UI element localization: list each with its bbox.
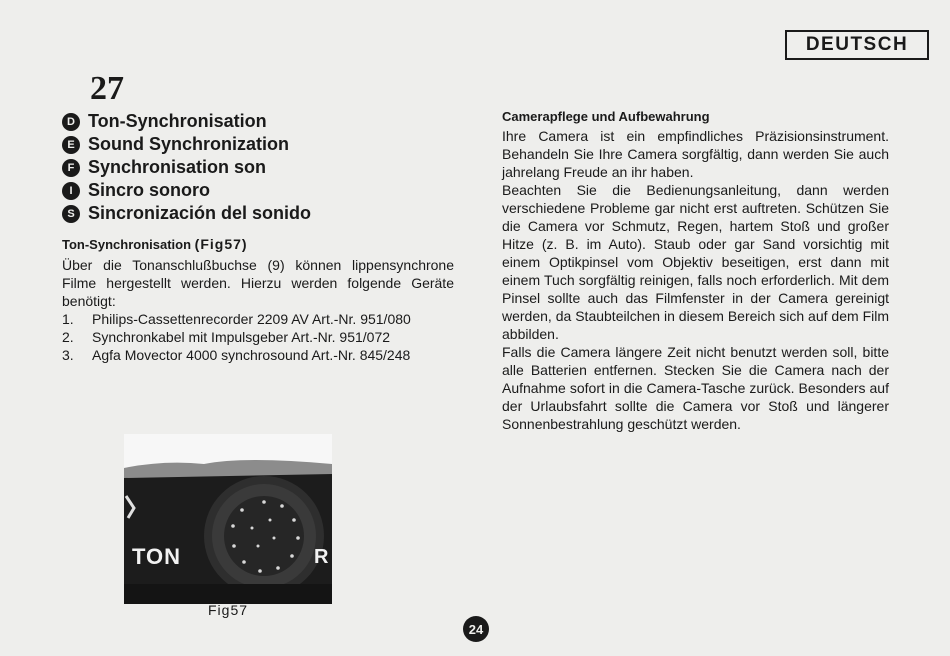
language-badge-i: I [62,182,80,200]
list-item-number: 2. [62,329,74,345]
equipment-list [62,310,454,364]
page-number: 27 [90,70,124,107]
list-item-number: 1. [62,311,74,327]
list-item [62,346,454,364]
figure-label-ton: TON [132,544,182,569]
title-text-it: Sincro sonoro [88,180,211,200]
title-row-es [62,202,311,225]
list-item-text: Philips-Cassettenrecorder 2209 AV Art.-Nr. 951/080 [92,311,411,327]
page-badge: 24 [463,616,489,642]
right-column [502,108,889,433]
title-row-de [62,110,311,133]
list-item-text: Synchronkabel mit Impulsgeber Art.-Nr. 951/072 [92,329,391,345]
title-row-it [62,179,311,202]
figure-caption: Fig57 [208,602,249,618]
care-paragraph: Beachten Sie die Bedienungsanleitung, dann werden verschiedene Probleme gar nicht erst auftreten. Schützen Sie die Camera vor Schmutz, Regen, hartem Stoß und großer Hitze (z. B. im Auto). Staub oder gar Sand vorsichtig mit einem Optikpinsel vom Objektiv beseitigen, erst dann mit einem Tuch sorgfältig reinigen, falls noch erforderlich. Mit dem Pinsel sollte auch das Filmfenster in der Camera gereinigt werden, da Staubteilchen in diesem Bereich sich auf dem Film abbilden. [502,182,889,342]
intro-paragraph: Über die Tonanschlußbuchse (9) können lippensynchrone Filme hergestellt werden. Hierzu werden folgende Geräte benötigt: [62,257,454,309]
language-label-box [785,30,929,60]
language-badge-d: D [62,113,80,131]
title-text-en: Sound Synchronization [88,134,289,154]
figure-photo [124,434,332,604]
section-heading-ton [62,235,454,254]
title-text-de: Ton-Synchronisation [88,111,267,131]
list-item-number: 3. [62,347,74,363]
camera-socket-photo [124,434,332,604]
list-item [62,328,454,346]
care-paragraph: Ihre Camera ist ein empfindliches Präzisionsinstrument. Behandeln Sie Ihre Camera sorgfältig, dann werden Sie auch jahrelang Freude an ihr haben. [502,128,889,180]
care-paragraph: Falls die Camera längere Zeit nicht benutzt werden soll, bitte alle Batterien entfernen. Stecken Sie die Camera nach der Aufnahme sofort in die Camera-Tasche zurück. Besonders auf der Urlaubsfahrt sollte die Camera vor Stoß und längerer Sonnenbestrahlung geschützt werden. [502,344,889,432]
language-badge-f: F [62,159,80,177]
list-item-text: Agfa Movector 4000 synchrosound Art.-Nr. 845/248 [92,347,411,363]
left-column [62,235,454,364]
figure-reference: (Fig57) [194,236,248,252]
language-label: DEUTSCH [805,34,909,55]
title-row-en [62,133,311,156]
title-text-es: Sincronización del sonido [88,203,312,223]
language-badge-s: S [62,205,80,223]
title-text-fr: Synchronisation son [88,157,267,177]
section-heading-care: Camerapflege und Aufbewahrung [502,109,710,124]
title-row-fr [62,156,311,179]
language-badge-e: E [62,136,80,154]
section-heading-text: Ton-Synchronisation [62,237,192,252]
list-item [62,310,454,328]
section-titles [62,110,311,225]
figure-label-r: R [314,546,329,568]
